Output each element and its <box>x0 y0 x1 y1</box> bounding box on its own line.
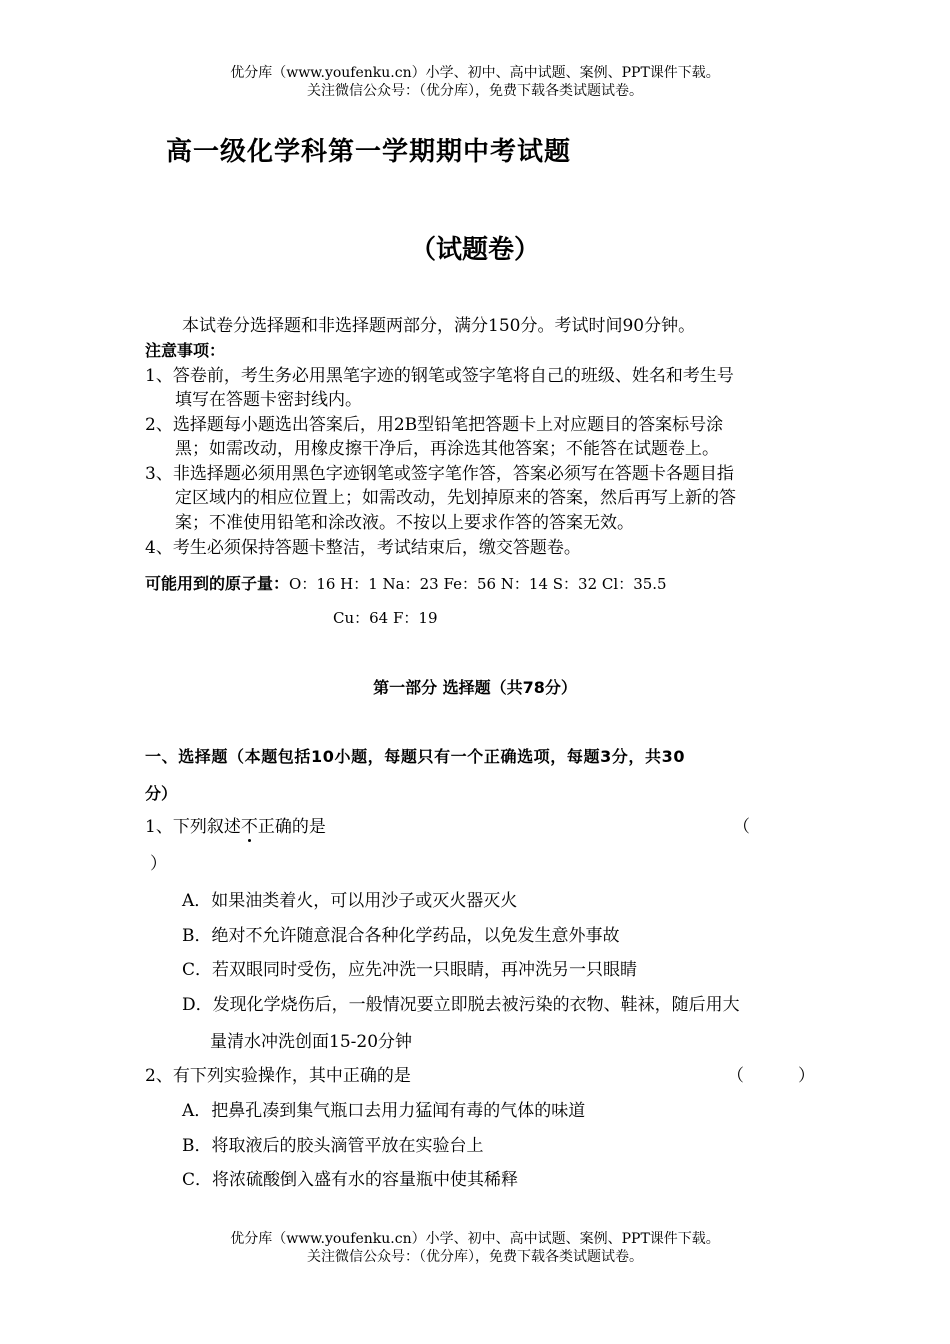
q2-stem: 2、有下列实验操作，其中正确的是 <box>145 1066 411 1086</box>
q2-option-c: C．将浓硫酸倒入盛有水的容量瓶中使其稀释 <box>182 1170 519 1190</box>
atomic-mass-line-2: Cu：64 F：19 <box>333 609 438 627</box>
q2-option-a: A．把鼻孔凑到集气瓶口去用力猛闻有毒的气体的味道 <box>182 1101 586 1121</box>
q1-stem <box>145 815 326 839</box>
q1-option-b: B．绝对不允许随意混合各种化学药品，以免发生意外事故 <box>182 926 620 946</box>
footer-line-1: 优分库（www.youfenku.cn）小学、初中、高中试题、案例、PPT课件下载。 <box>230 1231 720 1247</box>
page-footer <box>0 1230 950 1266</box>
q1-stem-pre: 1、下列叙述 <box>145 817 241 837</box>
q2-option-b: B．将取液后的胶头滴管平放在实验台上 <box>182 1136 484 1156</box>
notice-item-2-line-1: 2、选择题每小题选出答案后，用2B型铅笔把答题卡上对应题目的答案标号涂 <box>145 415 724 435</box>
section1-heading-line-1: 一、选择题（本题包括10小题，每题只有一个正确选项，每题3分，共30 <box>145 747 686 766</box>
exam-title: 高一级化学科第一学期期中考试题 <box>166 137 572 167</box>
header-line-2: 关注微信公众号：（优分库），免费下载各类试题试卷。 <box>307 83 643 99</box>
header-line-1: 优分库（www.youfenku.cn）小学、初中、高中试题、案例、PPT课件下载。 <box>230 65 720 81</box>
page-header <box>0 64 950 100</box>
exam-subtitle: （试题卷） <box>409 235 540 265</box>
atomic-mass-line-1 <box>145 572 667 596</box>
notice-item-2-line-2: 黑；如需改动，用橡皮擦干净后，再涂选其他答案；不能答在试题卷上。 <box>175 439 719 459</box>
q2-answer-paren: （ ） <box>727 1066 816 1086</box>
q1-option-c: C．若双眼同时受伤，应先冲洗一只眼睛，再冲洗另一只眼睛 <box>182 960 638 980</box>
atomic-mass-label: 可能用到的原子量： <box>145 574 290 593</box>
notice-item-4-line-1: 4、考生必须保持答题卡整洁，考试结束后，缴交答题卷。 <box>145 538 581 558</box>
notice-item-1-line-2: 填写在答题卡密封线内。 <box>175 390 362 410</box>
atomic-mass-values: O：16 H：1 Na：23 Fe：56 N：14 S：32 Cl：35.5 <box>289 575 667 593</box>
q1-option-d-line-2: 量清水冲洗创面15-20分钟 <box>210 1032 413 1052</box>
notice-heading: 注意事项： <box>145 341 226 360</box>
notice-item-3-line-3: 案；不准使用铅笔和涂改液。不按以上要求作答的答案无效。 <box>175 513 634 533</box>
footer-line-2: 关注微信公众号：（优分库），免费下载各类试题试卷。 <box>307 1249 643 1265</box>
q1-stem-emphasis: 不 <box>240 817 258 837</box>
notice-item-3-line-1: 3、非选择题必须用黑色字迹钢笔或签字笔作答，答案必须写在答题卡各题目指 <box>145 464 734 484</box>
q1-answer-paren-close: ） <box>150 854 167 874</box>
q1-stem-post: 正确的是 <box>257 817 326 837</box>
notice-item-3-line-2: 定区域内的相应位置上；如需改动，先划掉原来的答案，然后再写上新的答 <box>175 488 736 508</box>
q1-answer-paren-open: （ <box>733 817 750 837</box>
notice-item-1-line-1: 1、答卷前，考生务必用黑笔字迹的钢笔或签字笔将自己的班级、姓名和考生号 <box>145 366 734 386</box>
q1-option-d-line-1: D．发现化学烧伤后，一般情况要立即脱去被污染的衣物、鞋袜，随后用大 <box>182 995 740 1015</box>
intro-text: 本试卷分选择题和非选择题两部分，满分150分。考试时间90分钟。 <box>182 316 696 336</box>
q1-option-a: A．如果油类着火，可以用沙子或灭火器灭火 <box>182 891 518 911</box>
part1-heading: 第一部分 选择题（共78分） <box>373 678 577 697</box>
section1-heading-line-2: 分） <box>145 784 178 803</box>
